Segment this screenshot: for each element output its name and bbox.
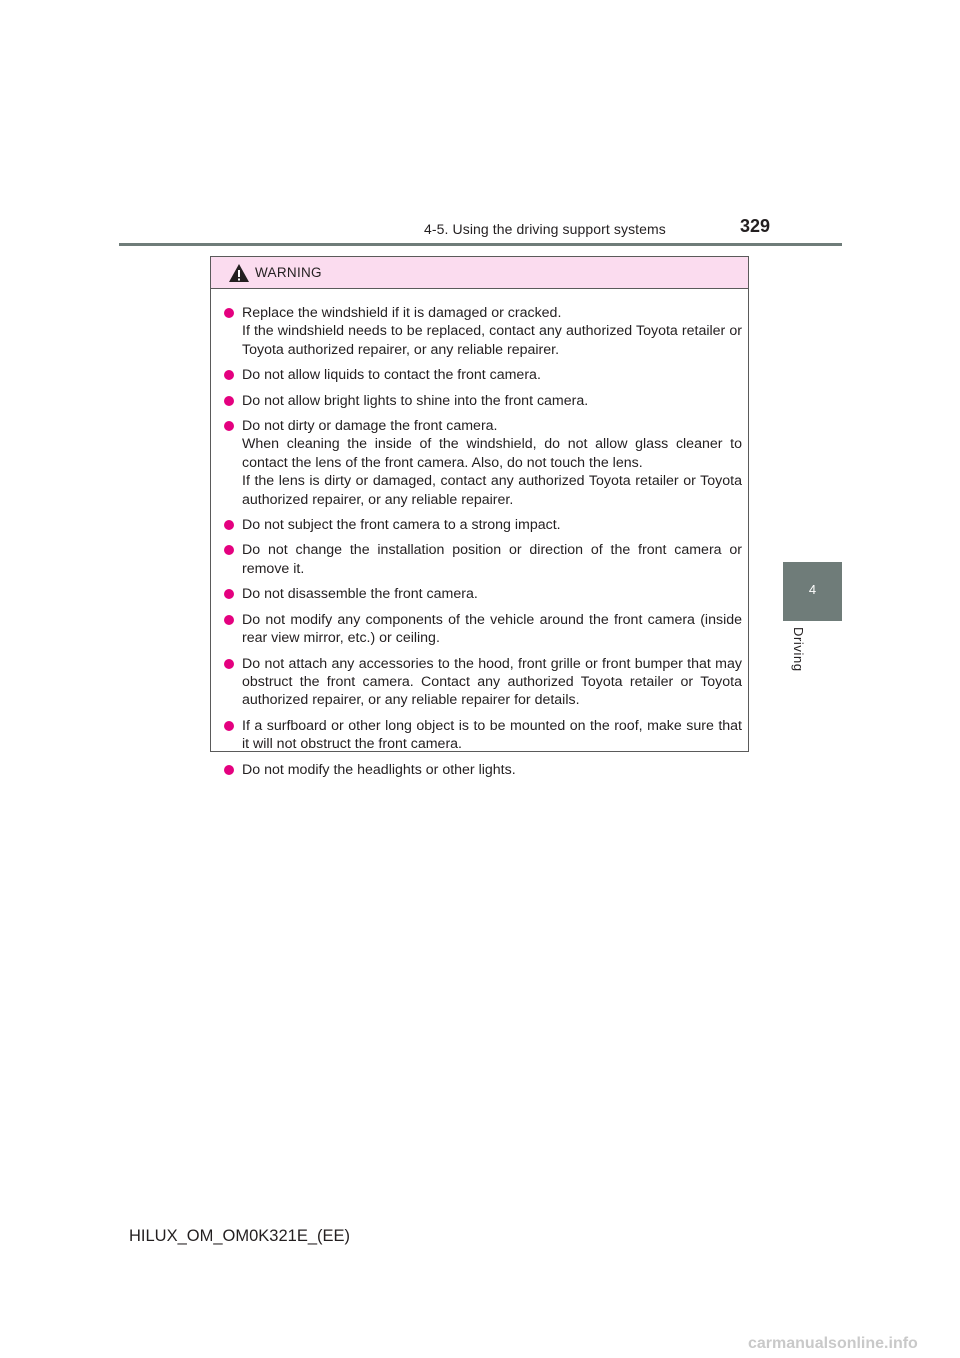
bullet-icon <box>224 659 234 669</box>
bullet-icon <box>224 545 234 555</box>
bullet-icon <box>224 589 234 599</box>
warning-item-text: Do not dirty or damage the front camera. When cleaning the inside of the windshield, do not allow glass cleaner to contact the lens of the front camera. Also, do not touch the lens. If the lens is dirty or damaged, contact any authorized Toyota retailer or Toyota authorized repairer, or any reliable repairer. <box>242 418 742 508</box>
warning-item <box>242 392 742 410</box>
bullet-icon <box>224 421 234 431</box>
warning-item-text: Replace the windshield if it is damaged or cracked. If the windshield needs to be replaced, contact any authorized Toyota retailer or Toyota authorized repairer, or any reliable repairer. <box>242 305 742 358</box>
warning-item <box>242 611 742 648</box>
warning-title: WARNING <box>255 265 322 280</box>
watermark: carmanualsonline.info <box>748 1335 918 1352</box>
page-number: 329 <box>740 216 771 236</box>
warning-item-text: Do not modify the headlights or other lights. <box>242 761 516 778</box>
warning-list <box>211 289 748 779</box>
bullet-icon <box>224 765 234 775</box>
header-rule <box>119 243 842 246</box>
warning-item <box>242 585 742 603</box>
warning-item-text: Do not allow liquids to contact the front camera. <box>242 367 541 384</box>
warning-triangle-icon <box>228 263 250 283</box>
bullet-icon <box>224 520 234 530</box>
bullet-icon <box>224 615 234 625</box>
section-title: 4-5. Using the driving support systems <box>424 221 666 237</box>
bullet-icon <box>224 721 234 731</box>
warning-item <box>242 761 742 779</box>
warning-box <box>210 256 749 778</box>
chapter-number: 4 <box>808 582 817 597</box>
warning-item-text: Do not subject the front camera to a strong impact. <box>242 517 561 534</box>
warning-item <box>242 541 742 578</box>
warning-item-text: Do not disassemble the front camera. <box>242 586 478 603</box>
bullet-icon <box>224 370 234 380</box>
warning-item-text: Do not allow bright lights to shine into the front camera. <box>242 392 589 409</box>
warning-item-text: Do not modify any components of the vehicle around the front camera (inside rear view mirror, etc.) or ceiling. <box>242 611 742 647</box>
warning-item <box>242 655 742 710</box>
bullet-icon <box>224 396 234 406</box>
document-code: HILUX_OM_OM0K321E_(EE) <box>129 1227 351 1245</box>
warning-header <box>211 257 748 289</box>
warning-item-text: Do not change the installation position or direction of the front camera or remove it. <box>242 542 742 577</box>
warning-item <box>242 516 742 534</box>
warning-item <box>242 717 742 754</box>
chapter-tab <box>783 562 842 621</box>
warning-item-text: If a surfboard or other long object is to be mounted on the roof, make sure that it will not obstruct the front camera. <box>242 717 742 753</box>
bullet-icon <box>224 308 234 318</box>
warning-item <box>242 366 742 384</box>
chapter-label: Driving <box>791 627 806 672</box>
warning-item <box>242 304 742 359</box>
warning-item-text: Do not attach any accessories to the hood, front grille or front bumper that may obstruct the front camera. Contact any authorized Toyota retailer or Toyota authorized repairer, or any reliable repairer for details. <box>242 655 742 709</box>
warning-item <box>242 417 742 509</box>
